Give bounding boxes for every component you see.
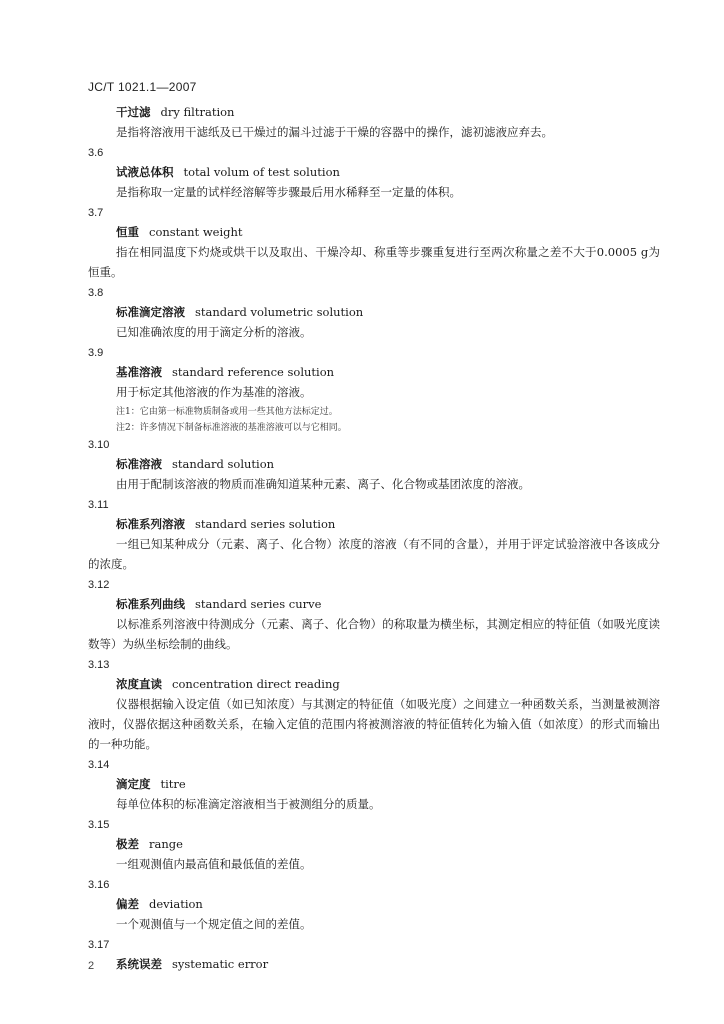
term-entry — [88, 436, 660, 494]
term-english: deviation — [149, 897, 203, 911]
clause-number: 3.17 — [88, 939, 110, 951]
term-definition: 一组已知某种成分（元素、离子、化合物）浓度的溶液（有不同的含量），并用于评定试验溶液中各该成分的浓度。 — [88, 537, 660, 571]
term-chinese: 标准系列溶液 — [116, 517, 185, 531]
term-entry — [88, 816, 660, 874]
term-entry — [88, 204, 660, 282]
term-heading — [88, 222, 660, 242]
term-chinese: 基准溶液 — [116, 365, 162, 379]
term-heading — [88, 674, 660, 694]
term-english: concentration direct reading — [172, 677, 340, 691]
term-english: standard series solution — [195, 517, 336, 531]
clause-number: 3.6 — [88, 147, 104, 159]
term-heading — [88, 834, 660, 854]
term-english: standard series curve — [195, 597, 322, 611]
clause-number: 3.14 — [88, 759, 110, 771]
term-chinese: 系统误差 — [116, 957, 162, 971]
term-entry — [88, 936, 660, 974]
term-english: standard volumetric solution — [195, 305, 364, 319]
clause-number: 3.8 — [88, 287, 104, 299]
term-heading — [88, 102, 660, 122]
standard-number-header: JC/T 1021.1—2007 — [88, 80, 197, 94]
term-chinese: 标准溶液 — [116, 457, 162, 471]
term-heading — [88, 774, 660, 794]
term-entry — [88, 656, 660, 754]
clause-number: 3.15 — [88, 819, 110, 831]
term-english: total volum of test solution — [183, 165, 340, 179]
term-chinese: 试液总体积 — [116, 165, 174, 179]
term-heading — [88, 362, 660, 382]
term-english: titre — [160, 777, 186, 791]
term-definition: 每单位体积的标准滴定溶液相当于被测组分的质量。 — [116, 797, 381, 811]
term-heading — [88, 594, 660, 614]
term-english: range — [149, 837, 183, 851]
term-entry — [88, 284, 660, 342]
term-definition: 是指称取一定量的试样经溶解等步骤最后用水稀释至一定量的体积。 — [116, 185, 461, 199]
term-chinese: 偏差 — [116, 897, 139, 911]
clause-number: 3.11 — [88, 499, 109, 511]
term-entry — [88, 876, 660, 934]
term-chinese: 极差 — [116, 837, 139, 851]
term-chinese: 标准系列曲线 — [116, 597, 185, 611]
term-definition: 由用于配制该溶液的物质而准确知道某种元素、离子、化合物或基团浓度的溶液。 — [116, 477, 530, 491]
term-heading — [88, 954, 660, 974]
term-chinese: 干过滤 — [116, 105, 151, 119]
term-note: 注2：许多情况下制备标准溶液的基准溶液可以与它相同。 — [116, 423, 347, 433]
clause-number: 3.9 — [88, 347, 104, 359]
term-heading — [88, 894, 660, 914]
clause-number: 3.7 — [88, 207, 104, 219]
term-chinese: 滴定度 — [116, 777, 151, 791]
term-chinese: 浓度直读 — [116, 677, 162, 691]
terms-list — [88, 102, 660, 974]
term-definition: 用于标定其他溶液的作为基准的溶液。 — [116, 385, 312, 399]
term-heading — [88, 302, 660, 322]
term-chinese: 标准滴定溶液 — [116, 305, 185, 319]
term-definition: 一个观测值与一个规定值之间的差值。 — [116, 917, 312, 931]
term-definition: 是指将溶液用干滤纸及已干燥过的漏斗过滤于干燥的容器中的操作，滤初滤液应弃去。 — [116, 125, 553, 139]
term-heading — [88, 514, 660, 534]
page-number: 2 — [88, 960, 95, 972]
term-english: systematic error — [172, 957, 269, 971]
term-english: constant weight — [149, 225, 243, 239]
term-definition: 已知准确浓度的用于滴定分析的溶液。 — [116, 325, 312, 339]
term-entry — [88, 756, 660, 814]
term-entry — [88, 144, 660, 202]
term-note: 注1：它由第一标准物质制备或用一些其他方法标定过。 — [116, 407, 338, 417]
term-heading — [88, 454, 660, 474]
term-entry — [88, 344, 660, 436]
term-chinese: 恒重 — [116, 225, 139, 239]
term-heading — [88, 162, 660, 182]
clause-number: 3.16 — [88, 879, 110, 891]
term-definition: 以标准系列溶液中待测成分（元素、离子、化合物）的称取量为横坐标，其测定相应的特征值（如吸光度读数等）为纵坐标绘制的曲线。 — [88, 617, 660, 651]
term-definition: 仪器根据输入设定值（如已知浓度）与其测定的特征值（如吸光度）之间建立一种函数关系，当测量被测溶液时，仪器依据这种函数关系，在输入定值的范围内将被测溶液的特征值转化为输入值（如浓度）的形式而输出的一种功能。 — [88, 697, 660, 751]
term-english: dry filtration — [160, 105, 235, 119]
term-entry — [88, 102, 660, 142]
clause-number: 3.12 — [88, 579, 110, 591]
term-definition: 指在相同温度下灼烧或烘干以及取出、干燥冷却、称重等步骤重复进行至两次称量之差不大于0.0005 g为恒重。 — [88, 245, 660, 279]
term-english: standard reference solution — [172, 365, 335, 379]
term-english: standard solution — [172, 457, 275, 471]
clause-number: 3.13 — [88, 659, 110, 671]
clause-number: 3.10 — [88, 439, 110, 451]
term-entry — [88, 576, 660, 654]
term-definition: 一组观测值内最高值和最低值的差值。 — [116, 857, 312, 871]
term-entry — [88, 496, 660, 574]
